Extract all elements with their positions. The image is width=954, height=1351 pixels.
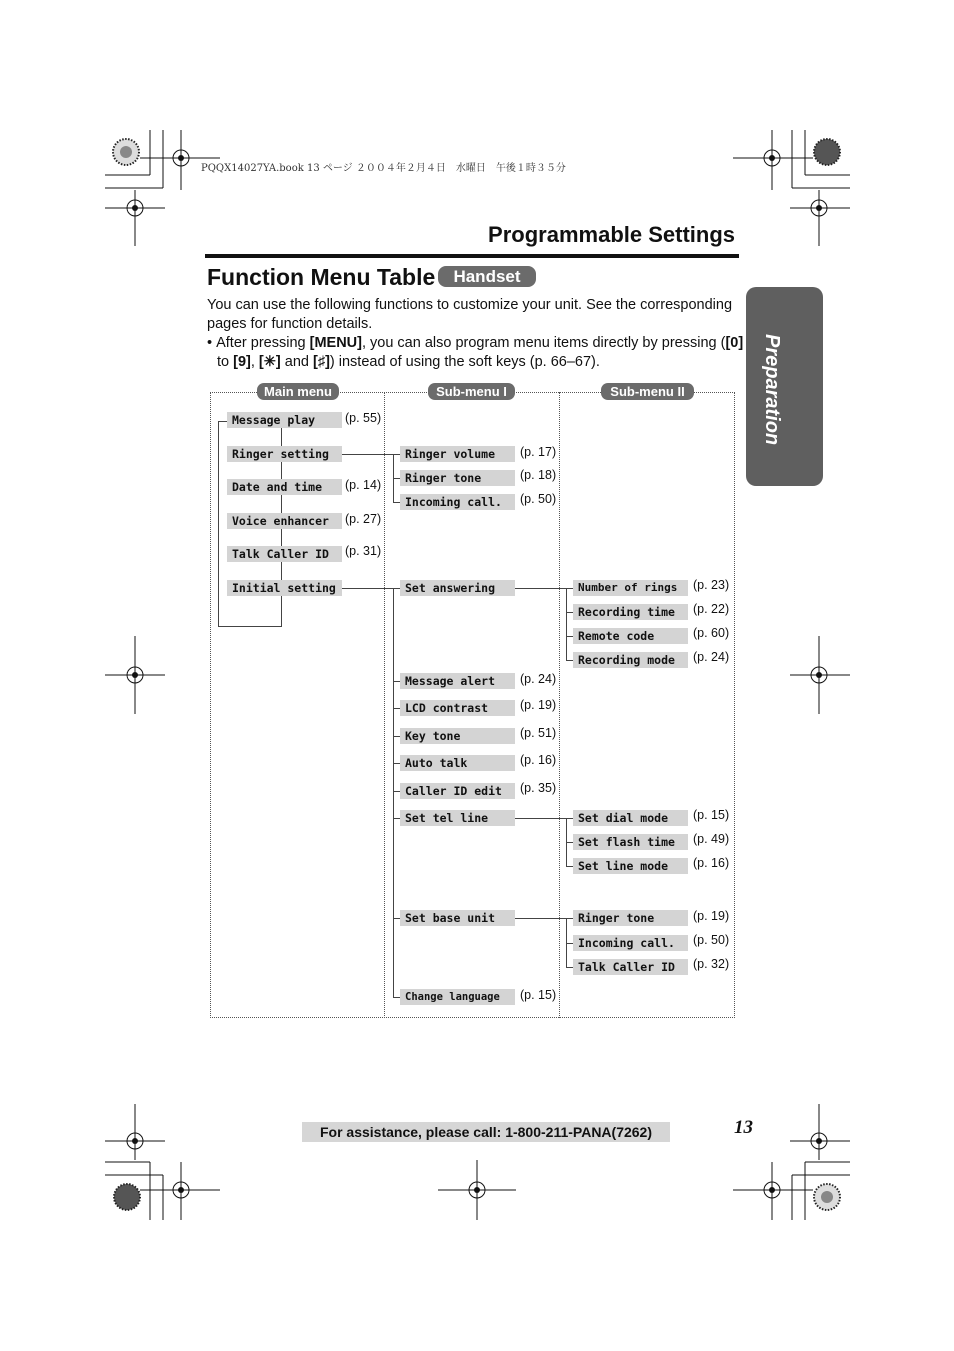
page-ref: (p. 16) [520, 753, 557, 767]
page-ref: (p. 60) [693, 626, 730, 640]
menu-key: [MENU] [309, 335, 362, 351]
main-loop-line [218, 421, 227, 422]
sub2-item-set-dial-mode: Set dial mode [573, 810, 688, 826]
sub2-item-set-flash-time: Set flash time [573, 834, 688, 850]
column-divider [559, 392, 560, 1018]
main-loop-line [218, 626, 281, 627]
sub2-item-recording-time: Recording time [573, 604, 688, 620]
sub2-item-remote-code: Remote code [573, 628, 688, 644]
bullet-text: After pressing [216, 335, 310, 351]
page-ref: (p. 15) [520, 988, 557, 1002]
side-tab [746, 287, 823, 486]
page-ref: (p. 27) [345, 512, 382, 526]
sub2-item-set-line-mode: Set line mode [573, 858, 688, 874]
page-ref: (p. 19) [693, 909, 730, 923]
page-ref: (p. 23) [693, 578, 730, 592]
assistance-footer: For assistance, please call: 1-800-211-PANA(7262) [302, 1122, 670, 1142]
sub1-item-lcd-contrast: LCD contrast [400, 700, 515, 716]
page-ref: (p. 22) [693, 602, 730, 616]
main-item-initial-setting: Initial setting [227, 580, 342, 596]
page-ref: (p. 15) [693, 808, 730, 822]
sub1-item-auto-talk: Auto talk [400, 755, 515, 771]
sub2-item-incoming-call: Incoming call. [573, 935, 688, 951]
page-ref: (p. 50) [693, 933, 730, 947]
main-item-date-and-time: Date and time [227, 479, 342, 495]
page-ref: (p. 31) [345, 544, 382, 558]
side-tab-label: Preparation [761, 334, 783, 446]
bullet-text: ) instead of using the soft keys (p. 66–67). [329, 353, 600, 370]
sub2-item-recording-mode: Recording mode [573, 652, 688, 668]
header-rule [205, 254, 739, 258]
star-key: [✳] [258, 353, 281, 370]
page-ref: (p. 24) [520, 672, 557, 686]
answering-trunk-line [566, 588, 567, 660]
column-divider [384, 392, 385, 1018]
page-number: 13 [734, 1117, 753, 1138]
page-ref: (p. 35) [520, 781, 557, 795]
sub2-item-talk-caller-id: Talk Caller ID [573, 959, 688, 975]
main-item-talk-caller-id: Talk Caller ID [227, 546, 342, 562]
main-item-message-play: Message play [227, 412, 342, 428]
sub1-item-ringer-volume: Ringer volume [400, 446, 515, 462]
page-ref: (p. 16) [693, 856, 730, 870]
sub1-item-set-tel-line: Set tel line [400, 810, 515, 826]
initial-trunk-line [393, 588, 394, 998]
bullet-text: , [250, 353, 259, 370]
print-header: PQQX14027YA.book 13 ページ ２００４年２月４日 水曜日 午後１時３５分 [201, 163, 566, 174]
page-ref: (p. 17) [520, 445, 557, 459]
sub1-item-incoming-call: Incoming call. [400, 494, 515, 510]
page-ref: (p. 14) [345, 478, 382, 492]
handset-badge: Handset [438, 266, 536, 287]
page-ref: (p. 18) [520, 468, 557, 482]
sub2-item-number-of-rings: Number of rings [573, 580, 688, 596]
page-ref: (p. 24) [693, 650, 730, 664]
sub1-item-set-answering: Set answering [400, 580, 515, 596]
bullet-text: to [217, 353, 234, 370]
sub-menu-1-header: Sub-menu I [428, 383, 515, 400]
intro-paragraph: You can use the following functions to customize your unit. See the corresponding pages for function details. [207, 297, 733, 332]
sub1-item-key-tone: Key tone [400, 728, 515, 744]
sub-menu-2-header: Sub-menu II [601, 383, 694, 400]
page-ref: (p. 49) [693, 832, 730, 846]
bullet-text: and [280, 353, 313, 370]
page-ref: (p. 55) [345, 411, 382, 425]
main-item-voice-enhancer: Voice enhancer [227, 513, 342, 529]
main-menu-header: Main menu [257, 383, 339, 400]
sub1-item-change-language: Change language [400, 989, 515, 1005]
main-loop-line [218, 421, 219, 627]
page-ref: (p. 51) [520, 726, 557, 740]
sub2-item-ringer-tone: Ringer tone [573, 910, 688, 926]
sub1-item-set-base-unit: Set base unit [400, 910, 515, 926]
sub1-item-ringer-tone: Ringer tone [400, 470, 515, 486]
page-ref: (p. 19) [520, 698, 557, 712]
page-ref: (p. 50) [520, 492, 557, 506]
page-ref: (p. 32) [693, 957, 730, 971]
hash-key: [♯] [312, 353, 330, 370]
main-item-ringer-setting: Ringer setting [227, 446, 342, 462]
section-title: Programmable Settings [488, 222, 735, 247]
bullet-text: , you can also program menu items directly by pressing ( [361, 335, 726, 351]
key-0: [0] [725, 335, 744, 351]
bullet-note: • After pressing [MENU], you can also program menu items directly by pressing ([0] to [9], [✳] and [♯]) instead of using the soft keys (p. 66–67). [207, 335, 744, 370]
page-title: Function Menu Table [207, 264, 436, 290]
sub1-item-caller-id-edit: Caller ID edit [400, 783, 515, 799]
key-9: [9] [233, 353, 251, 370]
sub1-item-message-alert: Message alert [400, 673, 515, 689]
